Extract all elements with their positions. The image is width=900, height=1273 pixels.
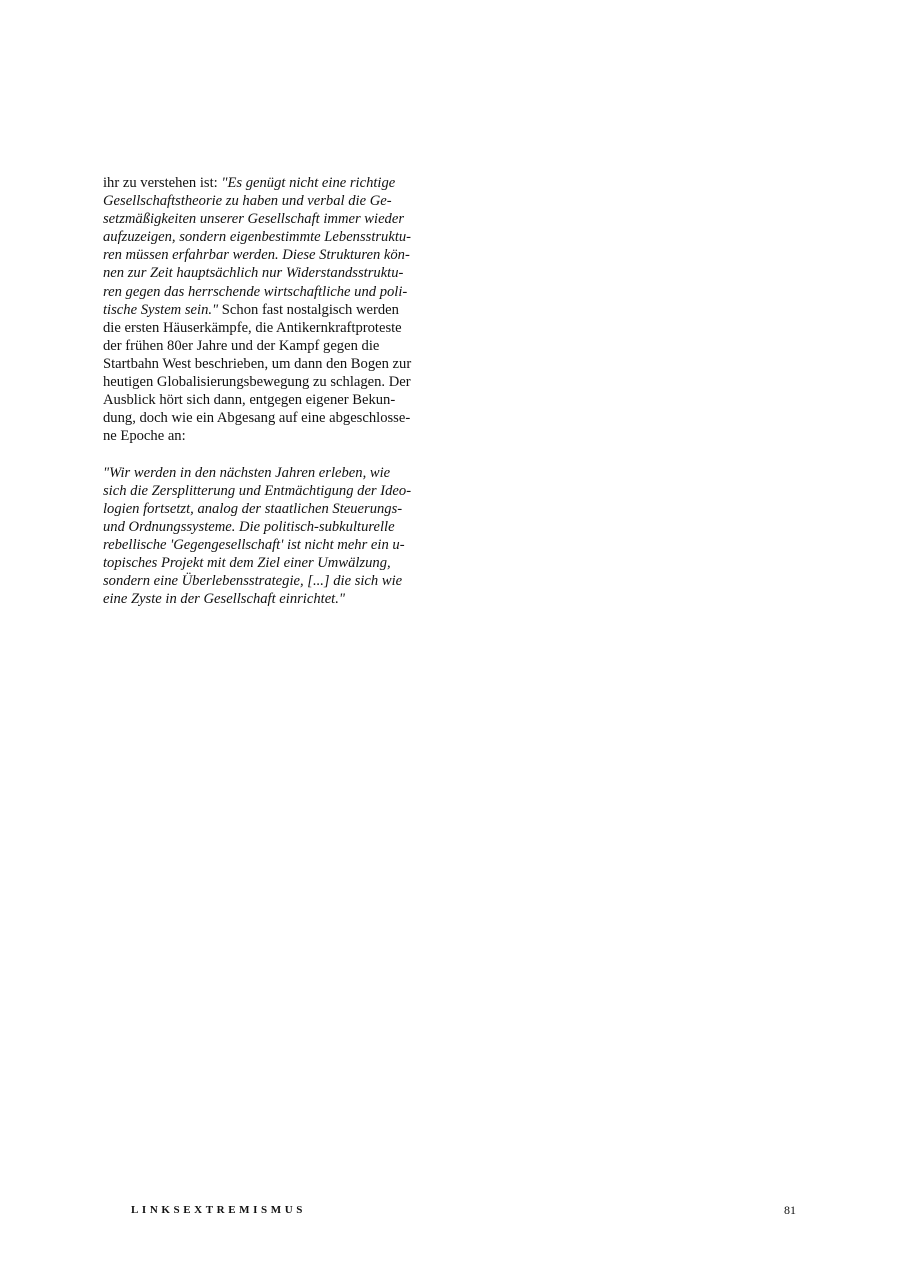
text-line: der frühen 80er Jahre und der Kampf gegen die (103, 337, 380, 354)
text-column (103, 174, 433, 608)
text-italic: "Es genügt nicht eine richtige (221, 175, 396, 191)
text-line: setzmäßigkeiten unserer Gesellschaft immer wieder (103, 211, 405, 228)
quote-line: sich die Zersplitterung und Entmächtigung der Ideo- (103, 482, 412, 499)
text-line: nen zur Zeit hauptsächlich nur Widerstandsstruktu- (103, 265, 404, 282)
block-quote (103, 464, 433, 609)
page-number: 81 (784, 1203, 796, 1217)
text-line: aufzuzeigen, sondern eigenbestimmte Lebensstruktu- (103, 229, 412, 246)
quote-line: rebellische 'Gegengesellschaft' ist nicht mehr ein u- (103, 536, 405, 553)
text-line (103, 301, 433, 319)
quote-line: eine Zyste in der Gesellschaft einrichtet." (103, 591, 346, 608)
text-plain: Schon fast nostalgisch werden (218, 301, 399, 318)
text-italic: tische System sein." (103, 301, 219, 318)
text-line: ren gegen das herrschende wirtschaftliche und poli- (103, 283, 408, 300)
text-line: Startbahn West beschrieben, um dann den Bogen zur (103, 355, 412, 372)
quote-line: sondern eine Überlebensstrategie, [...] die sich wie (103, 573, 403, 590)
running-title: LINKSEXTREMISMUS (131, 1204, 306, 1216)
quote-line: "Wir werden in den nächsten Jahren erleben, wie (103, 464, 391, 481)
quote-line: logien fortsetzt, analog der staatlichen Steuerungs- (103, 500, 403, 517)
text-plain: ihr zu verstehen ist: (103, 175, 222, 191)
paragraph-spacer (103, 445, 433, 463)
text-line: ren müssen erfahrbar werden. Diese Strukturen kön- (103, 247, 410, 264)
text-line (103, 174, 433, 192)
text-line: dung, doch wie ein Abgesang auf eine abgeschlosse- (103, 410, 411, 427)
text-line: ne Epoche an: (103, 428, 186, 445)
quote-line: und Ordnungssysteme. Die politisch-subkulturelle (103, 518, 395, 535)
quote-line: topisches Projekt mit dem Ziel einer Umwälzung, (103, 554, 391, 571)
body-paragraph (103, 174, 433, 445)
text-line: Gesellschaftstheorie zu haben und verbal die Ge- (103, 193, 392, 210)
text-line: Ausblick hört sich dann, entgegen eigener Bekun- (103, 392, 396, 409)
text-line: die ersten Häuserkämpfe, die Antikernkraftproteste (103, 319, 402, 336)
text-line: heutigen Globalisierungsbewegung zu schlagen. Der (103, 374, 411, 391)
